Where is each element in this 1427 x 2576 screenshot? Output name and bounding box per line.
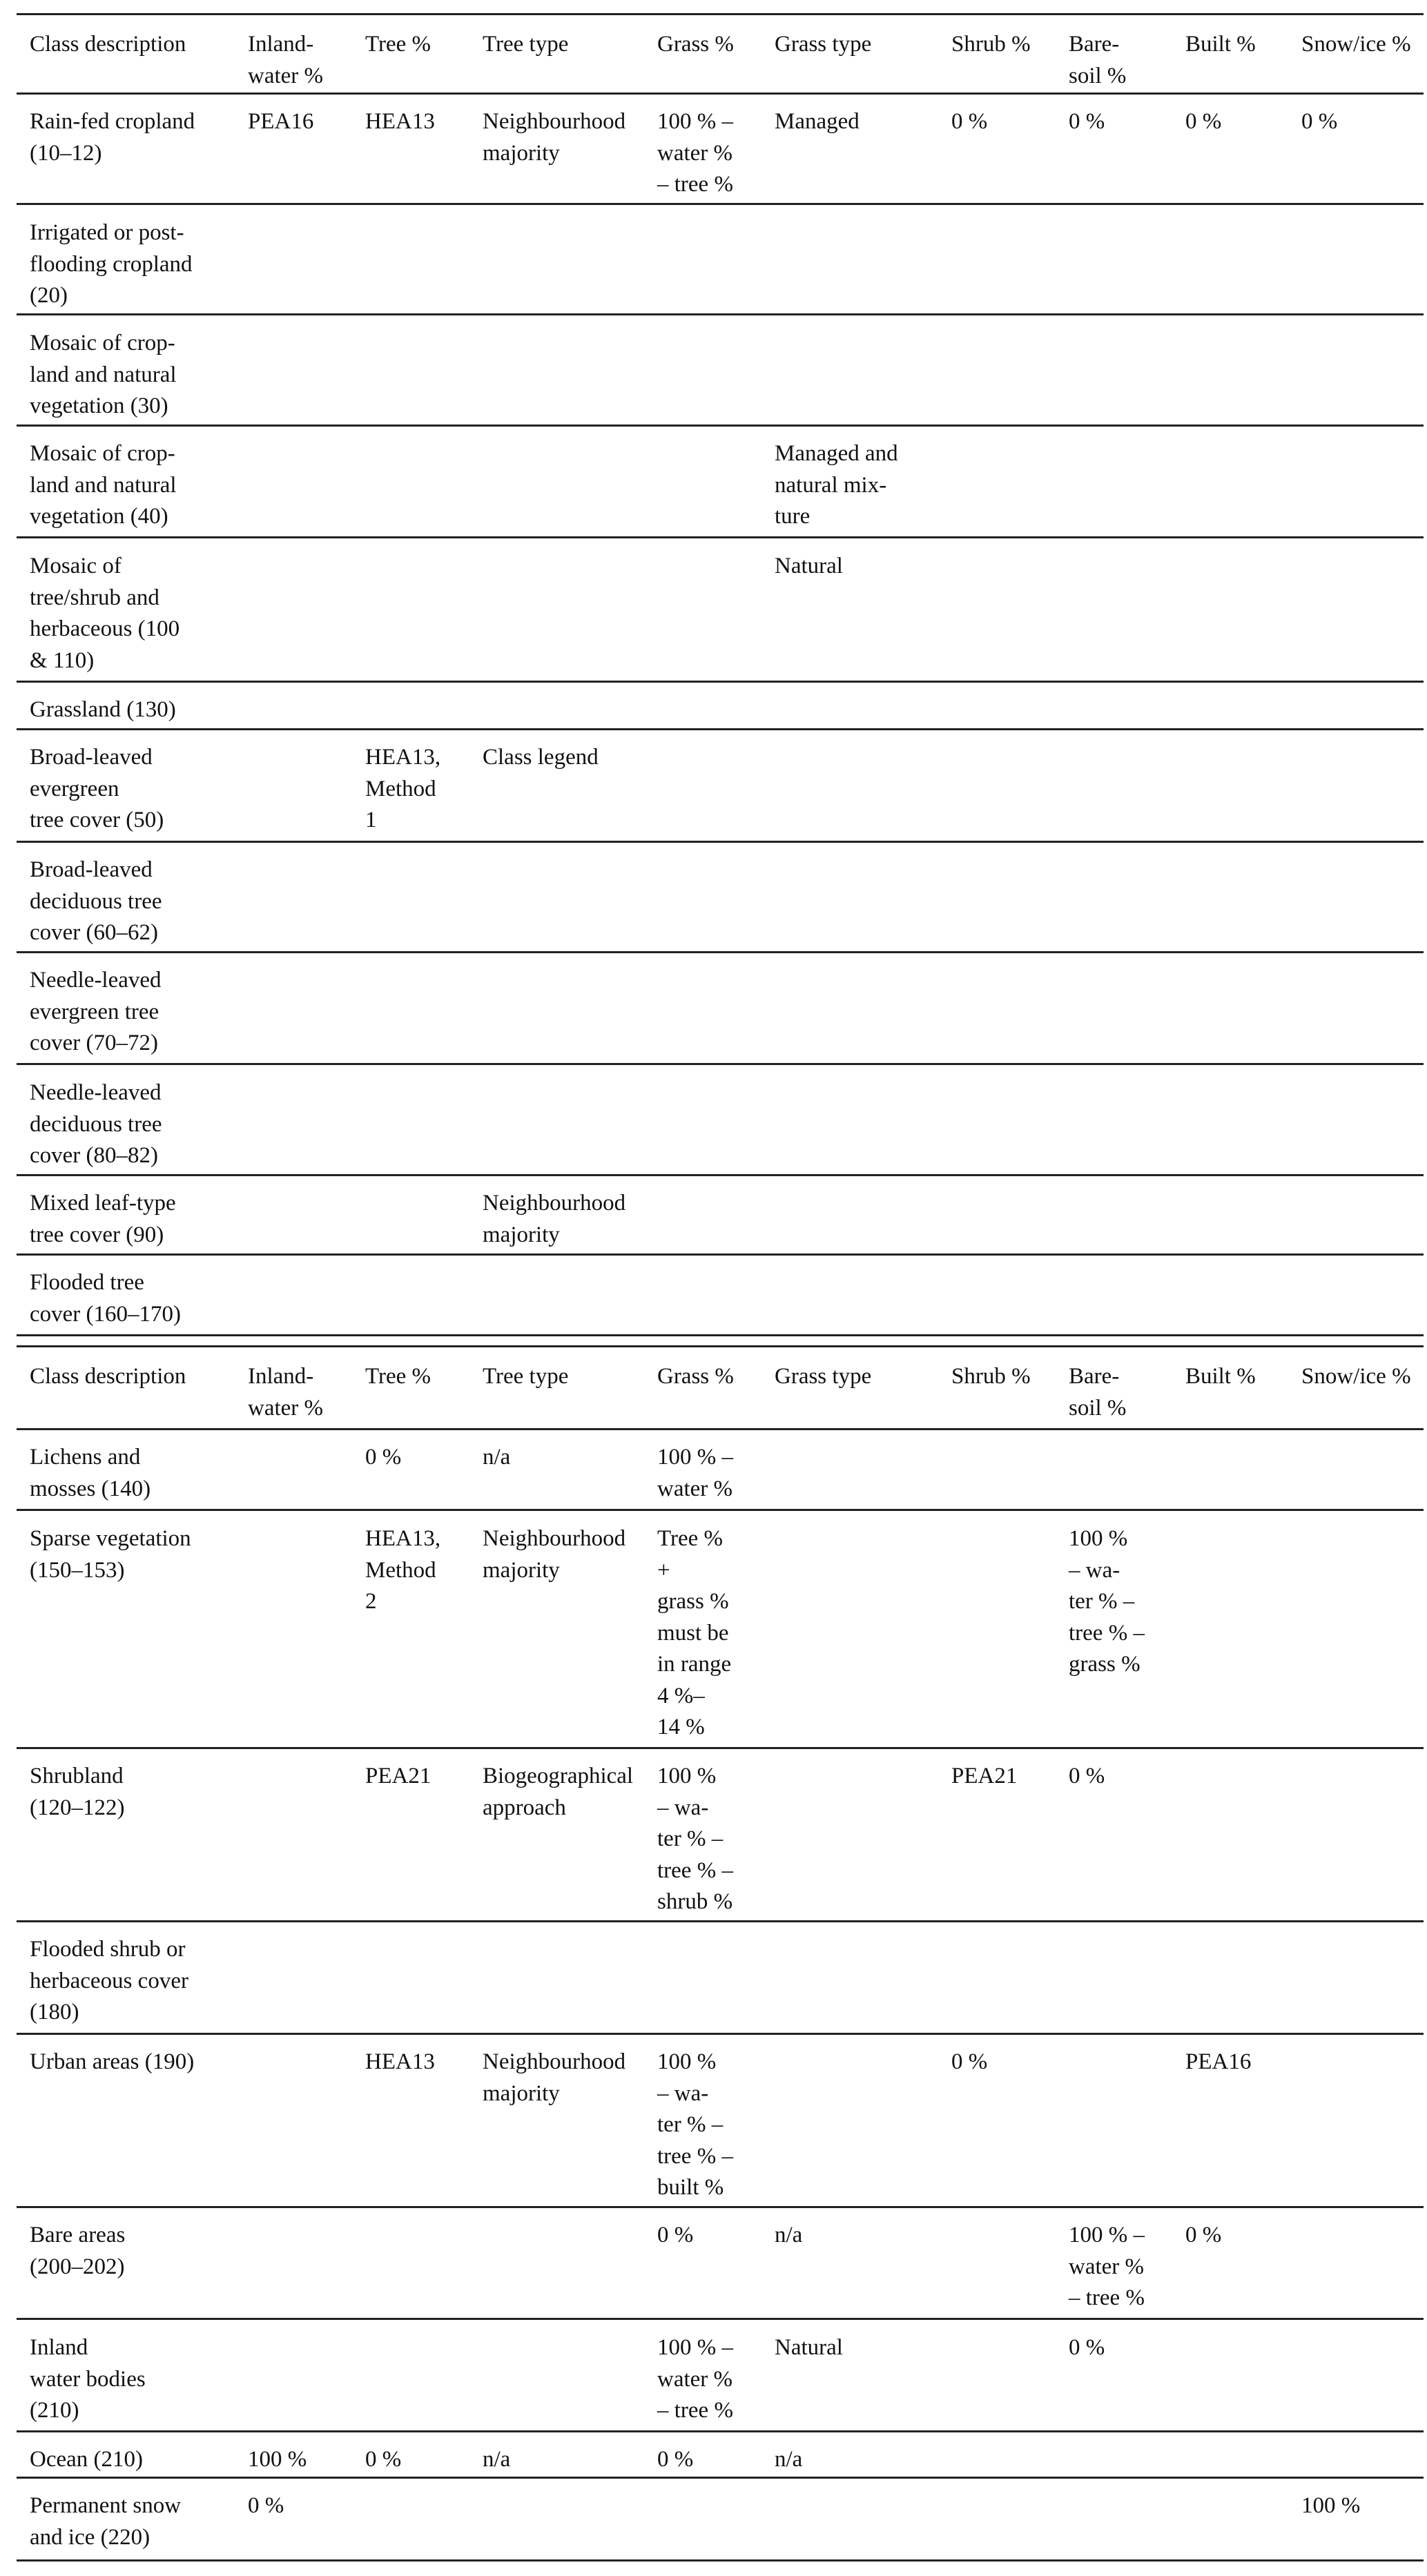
table-cell: 0 % xyxy=(1069,109,1105,134)
table2-row-rule xyxy=(17,2559,1424,2562)
table1-row-rule xyxy=(17,536,1424,538)
table-cell: 100 % – wa- ter % – tree % – grass % xyxy=(1069,1526,1145,1677)
table-cell: Managed xyxy=(775,109,860,134)
table1-header-rule xyxy=(17,92,1424,95)
table2-header-1: Inland- water % xyxy=(248,1364,324,1421)
table2-row-rule xyxy=(17,2206,1424,2208)
table-cell: Natural xyxy=(775,554,843,578)
table2-row-rule xyxy=(17,2430,1424,2432)
row-class-description: Mosaic of crop- land and natural vegetation (30) xyxy=(30,331,177,418)
table1-header-8: Built % xyxy=(1185,32,1256,57)
table-cell: 100 % – wa- ter % – tree % – shrub % xyxy=(657,1764,733,1914)
table1-top-rule xyxy=(17,13,1424,15)
row-class-description: Inland water bodies (210) xyxy=(30,2335,146,2423)
table-cell: HEA13, Method 2 xyxy=(365,1526,441,1614)
table2-header-rule xyxy=(17,1428,1424,1430)
row-class-description: Mosaic of tree/shrub and herbaceous (100 & 110) xyxy=(30,554,180,673)
table2-header-2: Tree % xyxy=(365,1364,431,1389)
table1-row-rule xyxy=(17,425,1424,427)
table1-header-1: Inland- water % xyxy=(248,32,324,88)
table2-header-3: Tree type xyxy=(483,1364,569,1389)
table2-header-7: Bare- soil % xyxy=(1069,1364,1127,1421)
table1-header-3: Tree type xyxy=(483,32,569,57)
table-cell: HEA13 xyxy=(365,2049,435,2074)
table-cell: 0 % xyxy=(951,2049,988,2074)
table-cell: Neighbourhood majority xyxy=(483,1191,626,1247)
row-class-description: Flooded tree cover (160–170) xyxy=(30,1270,182,1327)
table-cell: 100 % – water % xyxy=(657,1445,733,1501)
row-class-description: Lichens and mosses (140) xyxy=(30,1445,151,1501)
table2-row-rule xyxy=(17,2033,1424,2035)
row-class-description: Irrigated or post- flooding cropland (20) xyxy=(30,220,193,308)
table-cell: 0 % xyxy=(1069,1764,1105,1788)
table2-header-5: Grass type xyxy=(775,1364,872,1389)
row-class-description: Bare areas (200–202) xyxy=(30,2223,126,2279)
table1-header-6: Shrub % xyxy=(951,32,1031,57)
table2-header-0: Class description xyxy=(30,1364,186,1389)
table-cell: n/a xyxy=(483,1445,511,1470)
table1-header-7: Bare- soil % xyxy=(1069,32,1127,88)
table1-row-rule xyxy=(17,1063,1424,1065)
row-class-description: Urban areas (190) xyxy=(30,2049,195,2074)
row-class-description: Permanent snow and ice (220) xyxy=(30,2493,182,2550)
table2-header-8: Built % xyxy=(1185,1364,1256,1389)
table-cell: Tree % + grass % must be in range 4 %– 14 % xyxy=(657,1526,732,1739)
table-cell: Class legend xyxy=(483,745,599,770)
table-cell: Natural xyxy=(775,2335,843,2360)
table2-top-rule xyxy=(17,1345,1424,1347)
table-cell: PEA16 xyxy=(1185,2049,1252,2074)
table-cell: PEA21 xyxy=(365,1764,431,1788)
table2-row-rule xyxy=(17,2477,1424,2479)
table1-row-rule xyxy=(17,681,1424,683)
table1-row-rule xyxy=(17,203,1424,205)
table-cell: Neighbourhood majority xyxy=(483,109,626,166)
table-cell: 100 % – wa- ter % – tree % – built % xyxy=(657,2049,733,2200)
table1-header-0: Class description xyxy=(30,32,186,57)
table-cell: HEA13 xyxy=(365,109,435,134)
table1-row-rule xyxy=(17,1253,1424,1256)
table1-header-5: Grass type xyxy=(775,32,872,57)
table2-header-4: Grass % xyxy=(657,1364,734,1389)
table-cell: Neighbourhood majority xyxy=(483,2049,626,2106)
row-class-description: Needle-leaved deciduous tree cover (80–82) xyxy=(30,1080,162,1168)
table-cell: 100 % – water % – tree % xyxy=(657,109,733,197)
table1-header-9: Snow/ice % xyxy=(1301,32,1411,57)
table-cell: 0 % xyxy=(365,1445,402,1470)
table1-row-rule xyxy=(17,1334,1424,1336)
table1-header-2: Tree % xyxy=(365,32,431,57)
table2-row-rule xyxy=(17,1920,1424,1922)
table-cell: 0 % xyxy=(365,2447,402,2472)
table-cell: 100 % xyxy=(248,2447,307,2472)
table1-row-rule xyxy=(17,841,1424,843)
table2-header-9: Snow/ice % xyxy=(1301,1364,1411,1389)
row-class-description: Shrubland (120–122) xyxy=(30,1764,125,1820)
table-cell: 100 % – water % – tree % xyxy=(657,2335,733,2423)
row-class-description: Mixed leaf-type tree cover (90) xyxy=(30,1191,176,1247)
row-class-description: Broad-leaved deciduous tree cover (60–62) xyxy=(30,857,162,945)
row-class-description: Mosaic of crop- land and natural vegetation (40) xyxy=(30,441,177,529)
table-cell: Managed and natural mix- ture xyxy=(775,441,898,529)
row-class-description: Rain-fed cropland (10–12) xyxy=(30,109,195,166)
table-cell: Biogeographical approach xyxy=(483,1764,634,1820)
table-cell: 0 % xyxy=(1185,2223,1222,2247)
row-class-description: Broad-leaved evergreen tree cover (50) xyxy=(30,745,164,832)
row-class-description: Grassland (130) xyxy=(30,697,176,722)
table-cell: 100 % xyxy=(1301,2493,1361,2518)
table2-row-rule xyxy=(17,2318,1424,2320)
table-cell: 100 % – water % – tree % xyxy=(1069,2223,1145,2310)
table1-row-rule xyxy=(17,728,1424,730)
row-class-description: Flooded shrub or herbaceous cover (180) xyxy=(30,1937,188,2024)
table-cell: n/a xyxy=(775,2223,803,2247)
table-cell: 0 % xyxy=(1185,109,1222,134)
table2-row-rule xyxy=(17,1509,1424,1511)
table-cell: 0 % xyxy=(1069,2335,1105,2360)
table-cell: PEA21 xyxy=(951,1764,1018,1788)
table2-row-rule xyxy=(17,1747,1424,1749)
table-cell: 0 % xyxy=(657,2447,694,2472)
row-class-description: Sparse vegetation (150–153) xyxy=(30,1526,191,1583)
table-cell: HEA13, Method 1 xyxy=(365,745,441,832)
table1-row-rule xyxy=(17,313,1424,315)
table-cell: 0 % xyxy=(657,2223,694,2247)
table1-row-rule xyxy=(17,1174,1424,1176)
table1-row-rule xyxy=(17,951,1424,953)
row-class-description: Ocean (210) xyxy=(30,2447,144,2472)
table-cell: n/a xyxy=(483,2447,511,2472)
table-cell: 0 % xyxy=(1301,109,1338,134)
table2-header-6: Shrub % xyxy=(951,1364,1031,1389)
table-cell: 0 % xyxy=(248,2493,284,2518)
table1-header-4: Grass % xyxy=(657,32,734,57)
table-cell: Neighbourhood majority xyxy=(483,1526,626,1583)
row-class-description: Needle-leaved evergreen tree cover (70–72) xyxy=(30,968,162,1055)
table-cell: 0 % xyxy=(951,109,988,134)
table-cell: n/a xyxy=(775,2447,803,2472)
table-cell: PEA16 xyxy=(248,109,314,134)
